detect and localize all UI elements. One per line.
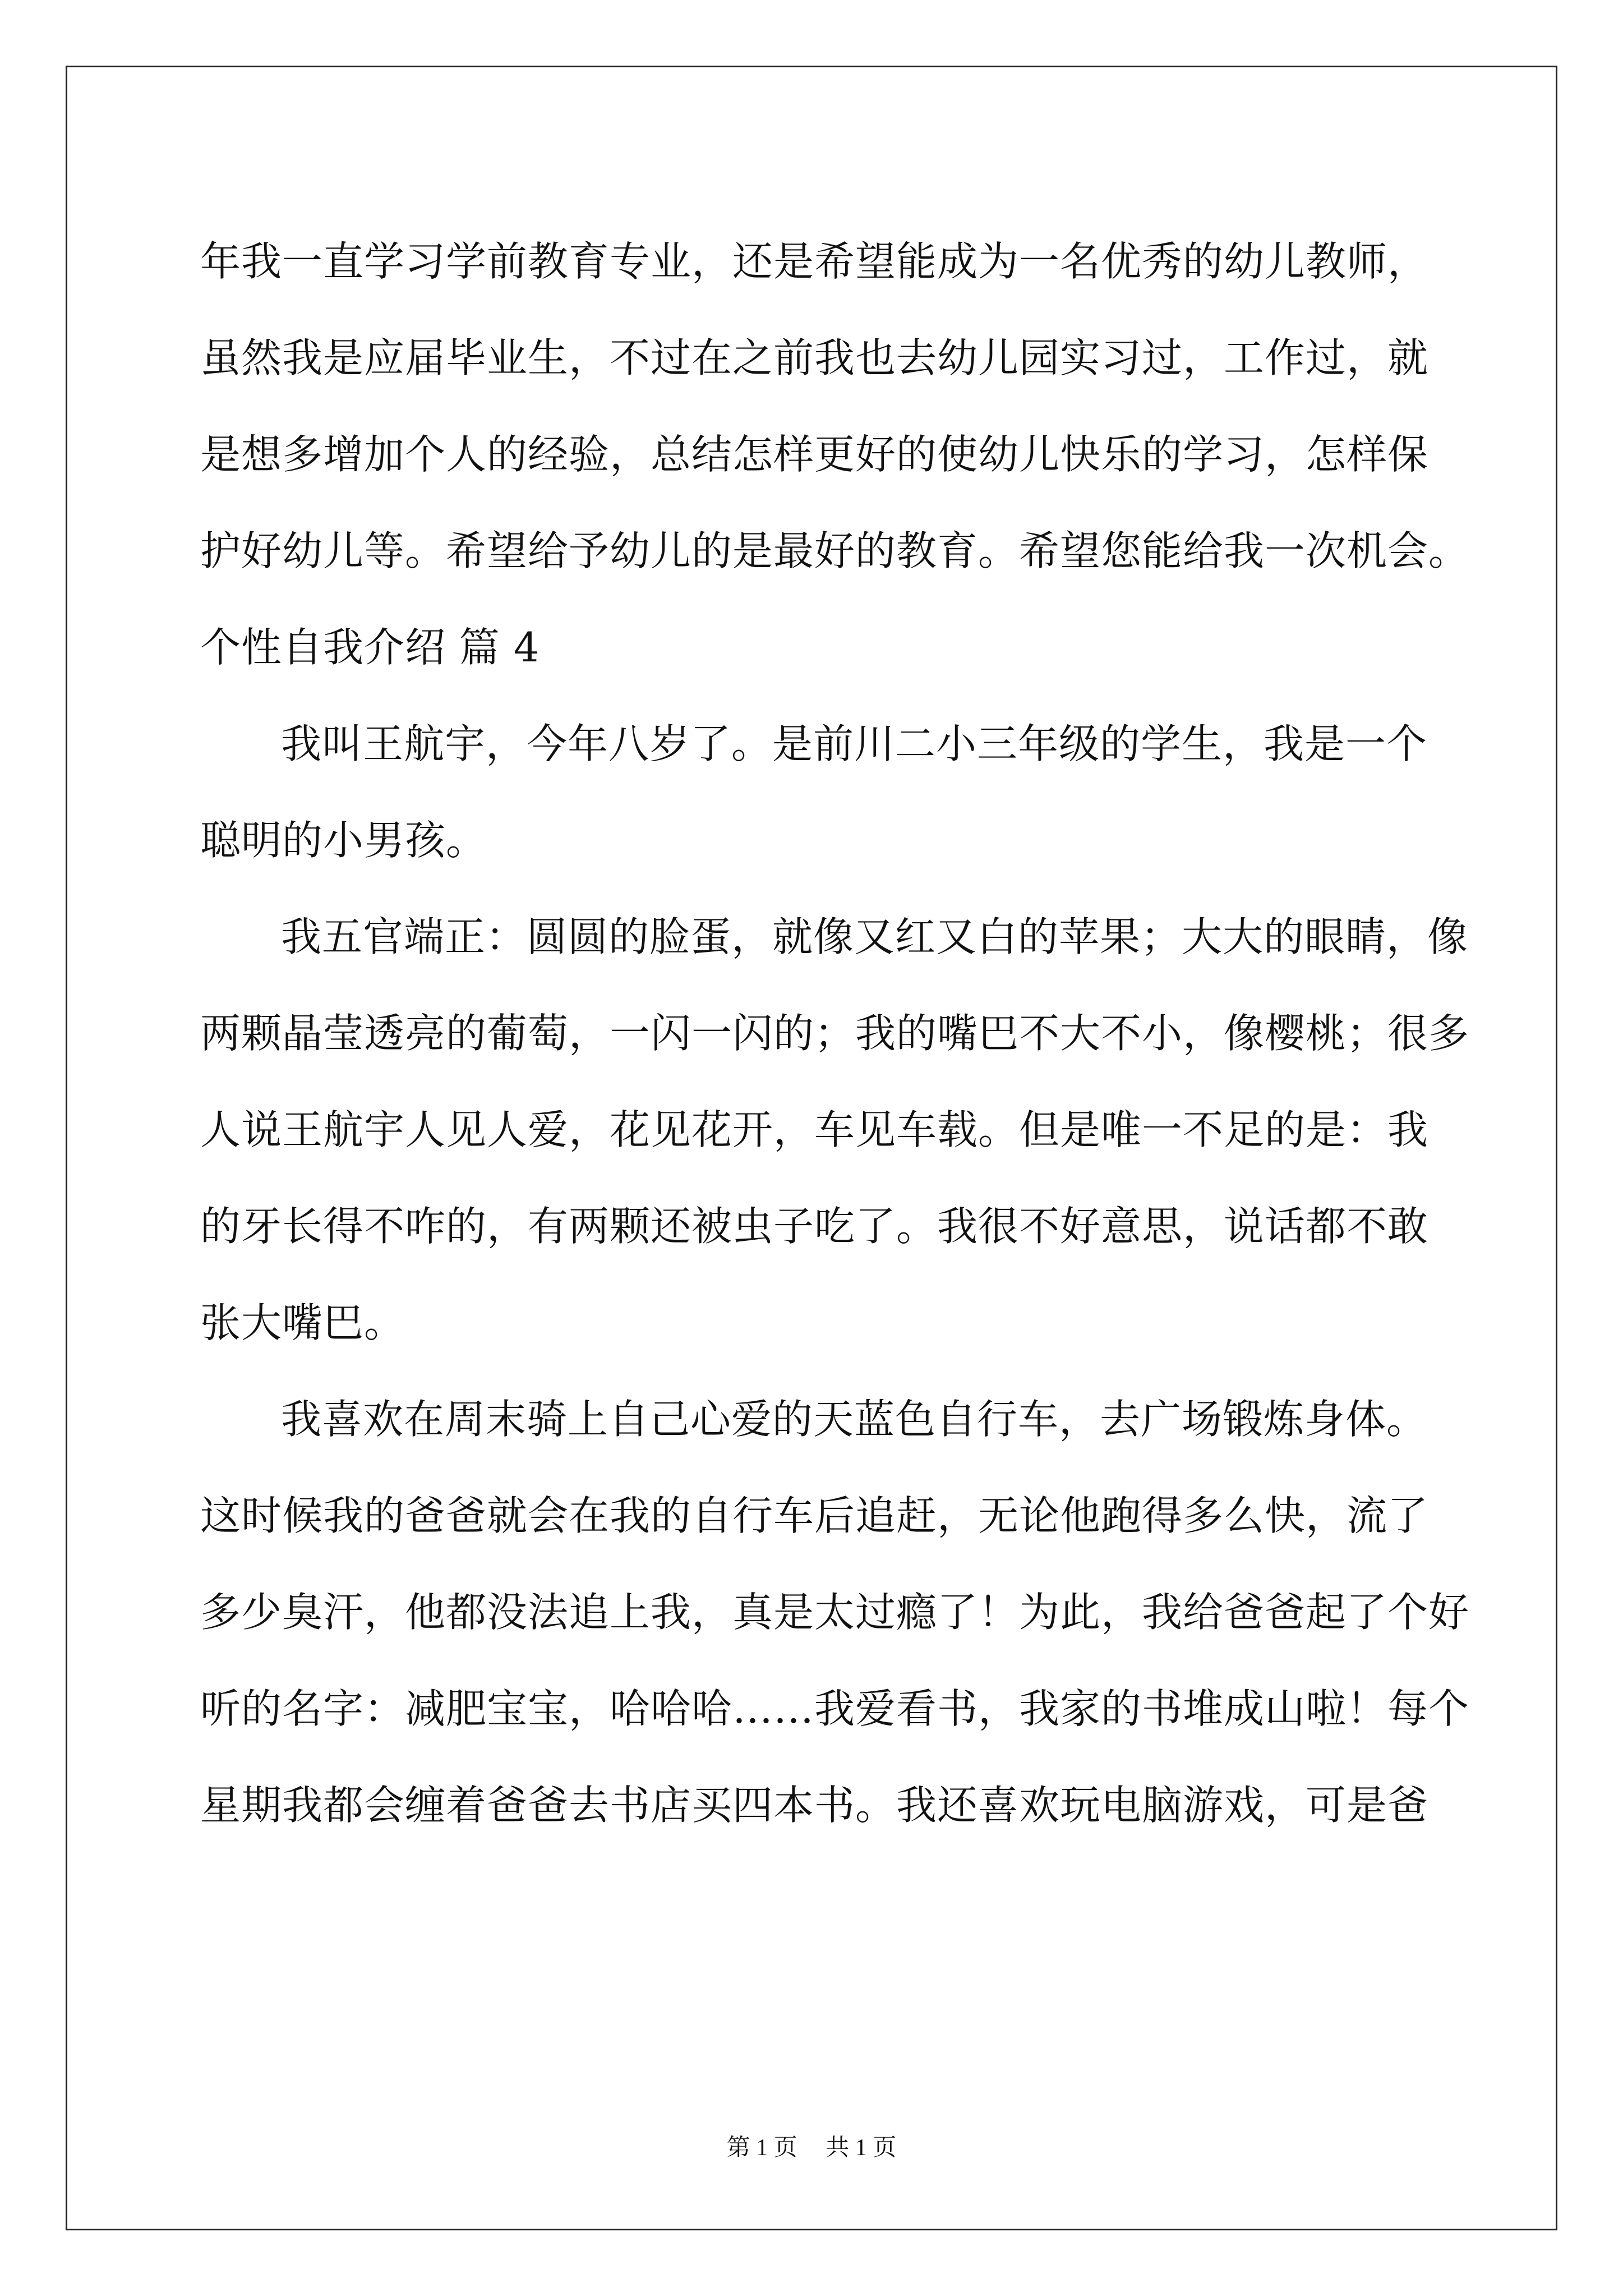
text-line: 听的名字：减肥宝宝，哈哈哈……我爱看书，我家的书堆成山啦！每个 bbox=[200, 1685, 1470, 1732]
text-line: 这时候我的爸爸就会在我的自行车后追赶，无论他跑得多么快，流了 bbox=[200, 1492, 1429, 1539]
text-line: 星期我都会缠着爸爸去书店买四本书。我还喜欢玩电脑游戏，可是爸 bbox=[200, 1782, 1429, 1829]
text-line: 聪明的小男孩。 bbox=[200, 817, 487, 864]
text-line: 人说王航宇人见人爱，花见花开，车见车载。但是唯一不足的是：我 bbox=[200, 1106, 1429, 1153]
paragraph-start-line: 我五官端正：圆圆的脸蛋，就像又红又白的苹果；大大的眼睛，像 bbox=[281, 913, 1469, 960]
text-line: 虽然我是应届毕业生，不过在之前我也去幼儿园实习过，工作过，就 bbox=[200, 334, 1429, 381]
text-line: 年我一直学习学前教育专业，还是希望能成为一名优秀的幼儿教师， bbox=[200, 238, 1429, 285]
section-heading: 个性自我介绍 篇 4 bbox=[200, 624, 540, 671]
text-line: 多少臭汗，他都没法追上我，真是太过瘾了！为此，我给爸爸起了个好 bbox=[200, 1589, 1470, 1636]
text-line: 的牙长得不咋的，有两颗还被虫子吃了。我很不好意思，说话都不敢 bbox=[200, 1203, 1429, 1250]
paragraph-start-line: 我喜欢在周末骑上自己心爱的天蓝色自行车，去广场锻炼身体。 bbox=[281, 1396, 1428, 1443]
text-line: 护好幼儿等。希望给予幼儿的是最好的教育。希望您能给我一次机会。 bbox=[200, 527, 1470, 574]
text-line: 张大嘴巴。 bbox=[200, 1299, 405, 1346]
text-line: 是想多增加个人的经验，总结怎样更好的使幼儿快乐的学习，怎样保 bbox=[200, 431, 1429, 478]
paragraph-start-line: 我叫王航宇，今年八岁了。是前川二小三年级的学生，我是一个 bbox=[281, 720, 1428, 767]
page-number: 第 1 页 bbox=[726, 2135, 797, 2161]
text-line: 两颗晶莹透亮的葡萄，一闪一闪的；我的嘴巴不大不小，像樱桃；很多 bbox=[200, 1010, 1470, 1057]
page-total: 共 1 页 bbox=[826, 2135, 897, 2161]
document-body bbox=[200, 213, 1470, 1853]
page-footer bbox=[0, 2129, 1623, 2162]
